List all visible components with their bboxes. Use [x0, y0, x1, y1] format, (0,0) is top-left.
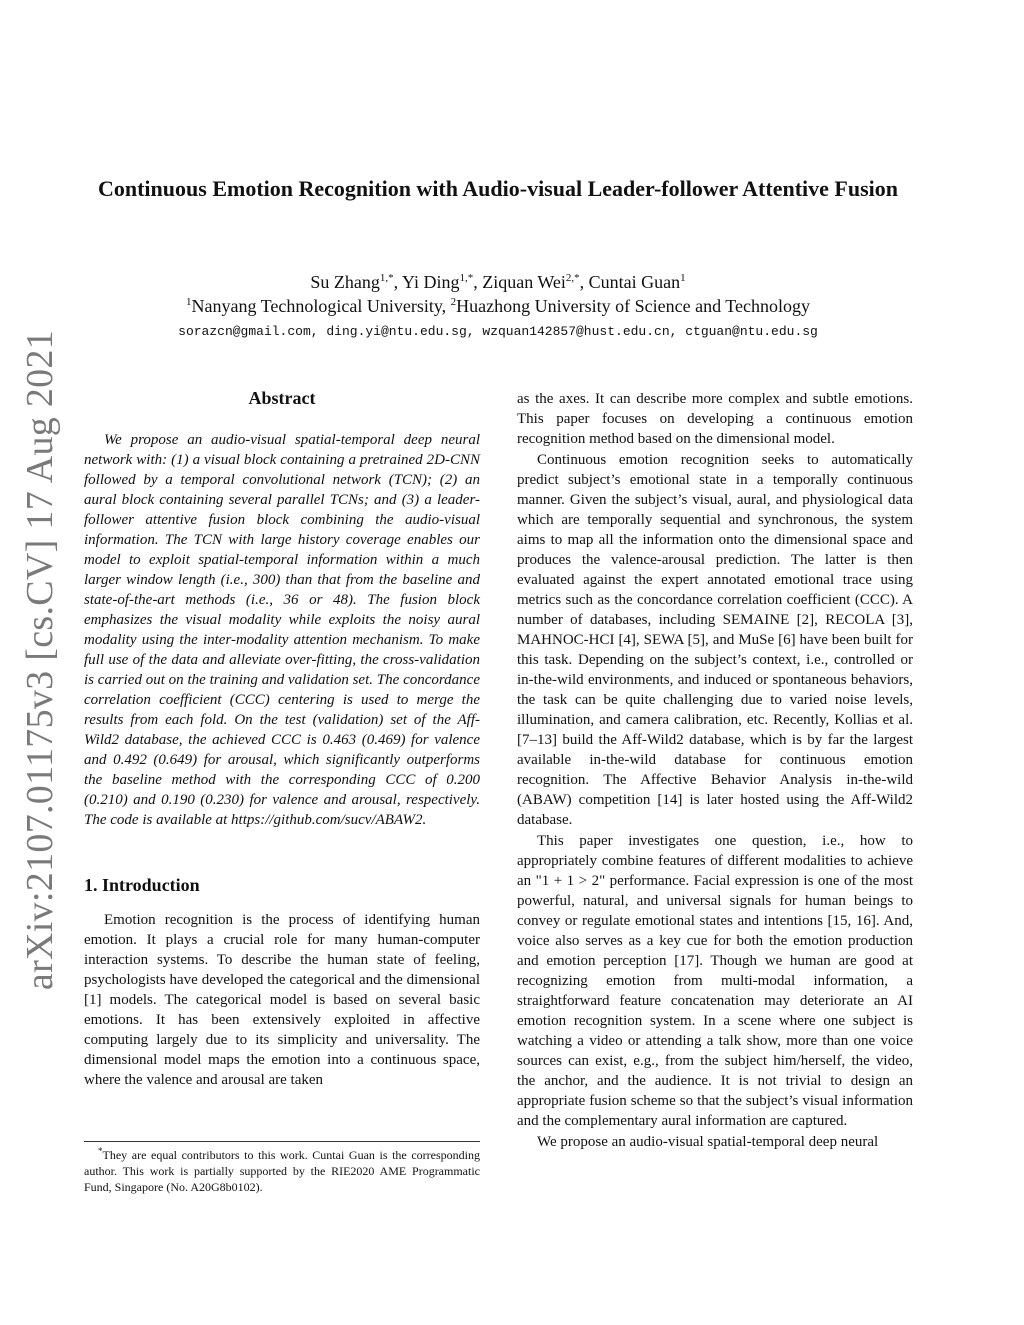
affiliation-mark: 2 [450, 296, 457, 308]
author-emails: sorazcn@gmail.com, ding.yi@ntu.edu.sg, wzquan142857@hust.edu.cn, ctguan@ntu.edu.sg [178, 324, 818, 339]
footnote-text [84, 1147, 480, 1195]
author-separator: , [579, 272, 589, 292]
affiliation-list [84, 294, 912, 318]
paper-title: Continuous Emotion Recognition with Audio-visual Leader-follower Attentive Fusion [97, 176, 898, 201]
author-affiliation-mark: 1 [680, 272, 686, 284]
author-separator: , [473, 272, 483, 292]
affiliation-separator: , [441, 296, 451, 316]
introduction-heading: 1. Introduction [84, 875, 200, 895]
footnote [84, 1141, 480, 1195]
author-name: Cuntai Guan [588, 272, 681, 292]
right-column [517, 389, 913, 1152]
abstract-heading: Abstract [248, 388, 316, 408]
affiliation-name: Nanyang Technological University [191, 296, 442, 316]
affiliation-mark: 1 [186, 296, 192, 308]
author-affiliation-mark: 1,* [379, 272, 394, 284]
author-name: Su Zhang [310, 272, 380, 292]
arxiv-identifier-text: arXiv:2107.01175v3 [cs.CV] 17 Aug 2021 [19, 329, 62, 991]
arxiv-identifier-stamp [2, 329, 78, 991]
left-column [84, 386, 480, 1090]
footnote-mark: * [98, 1146, 103, 1156]
footnote-body: They are equal contributors to this work. Cuntai Guan is the corresponding author. This work is partially supported by the RIE2020 AME Programmatic Fund, Singapore (No. A20G8b0102). [84, 1148, 480, 1194]
author-separator: , [393, 272, 402, 292]
affiliation-name: Huazhong University of Science and Technology [456, 296, 810, 316]
body-paragraph: Continuous emotion recognition seeks to automatically predict subject’s emotional state in a temporally continuous manner. Given the subject’s visual, aural, and physiological data which are temporally sequential and synchronous, the system aims to map all the information onto the dimensional space and produces the valence-arousal prediction. The latter is then evaluated against the expert annotated emotional trace using metrics such as the concordance correlation coefficient (CCC). A number of databases, including SEMAINE [2], RECOLA [3], MAHNOC-HCI [4], SEWA [5], and MuSe [6] have been built for this task. Depending on the subject’s context, i.e., controlled or in-the-wild environments, and induced or spontaneous behaviors, the task can be quite challenging due to varied noise levels, illumination, and camera calibration, etc. Recently, Kollias et al. [7–13] build the Aff-Wild2 database, which is by far the largest available in-the-wild database for continuous emotion recognition. The Affective Behavior Analysis in-the-wild (ABAW) competition [14] is later hosted using the Aff-Wild2 database. [517, 452, 913, 828]
author-name: Yi Ding [401, 272, 460, 292]
author-affiliation-mark: 2,* [565, 272, 580, 284]
abstract-text: We propose an audio-visual spatial-temporal deep neural network with: (1) a visual block containing a pretrained 2D-CNN followed by a temporal convolutional network (TCN); (2) an aural block containing several parallel TCNs; and (3) a leader-follower attentive fusion block combining the audio-visual information. The TCN with large history coverage enables our model to exploit spatial-temporal information within a much larger window length (i.e., 300) than that from the baseline and state-of-the-art methods (i.e., 36 or 48). The fusion block emphasizes the visual modality while exploits the noisy aural modality using the inter-modality attention mechanism. To make full use of the data and alleviate over-fitting, the cross-validation is carried out on the training and validation set. The concordance correlation coefficient (CCC) centering is used to merge the results from each fold. On the test (validation) set of the Aff-Wild2 database, the achieved CCC is 0.463 (0.469) for valence and 0.492 (0.649) for arousal, which significantly outperforms the baseline method with the corresponding CCC of 0.200 (0.210) and 0.190 (0.230) for valence and arousal, respectively. The code is available at https://github.com/sucv/ABAW2. [84, 432, 480, 828]
body-paragraph: as the axes. It can describe more complex and subtle emotions. This paper focuses on developing a continuous emotion recognition method based on the dimensional model. [517, 391, 913, 447]
author-name: Ziquan Wei [482, 272, 566, 292]
body-paragraph: This paper investigates one question, i.e., how to appropriately combine features of different modalities to achieve an "1 + 1 > 2" performance. Facial expression is one of the most powerful, natural, and universal signals for human beings to convey or regulate emotional states and intentions [15, 16]. And, voice also serves as a key cue for both the emotion production and emotion perception [17]. Though we human are good at recognizing emotion from multi-modal information, a straightforward feature concatenation may deteriorate an AI emotion recognition system. In a scene where one subject is watching a video or attending a talk show, more than one voice sources can exist, e.g., from the subject him/herself, the video, the anchor, and the audience. It is not trivial to design an appropriate fusion scheme so that the subject’s visual information and the complementary aural information are captured. [517, 833, 913, 1129]
introduction-paragraph: Emotion recognition is the process of identifying human emotion. It plays a crucial role for many human-computer interaction systems. To describe the human state of feeling, psychologists have developed the categorical and the dimensional [1] models. The categorical model is based on several basic emotions. It has been extensively exploited in affective computing largely due to its simplicity and universality. The dimensional model maps the emotion into a continuous space, where the valence and arousal are taken [84, 912, 480, 1088]
body-paragraph: We propose an audio-visual spatial-temporal deep neural [537, 1134, 879, 1150]
author-affiliation-mark: 1,* [459, 272, 474, 284]
author-list [84, 270, 912, 294]
